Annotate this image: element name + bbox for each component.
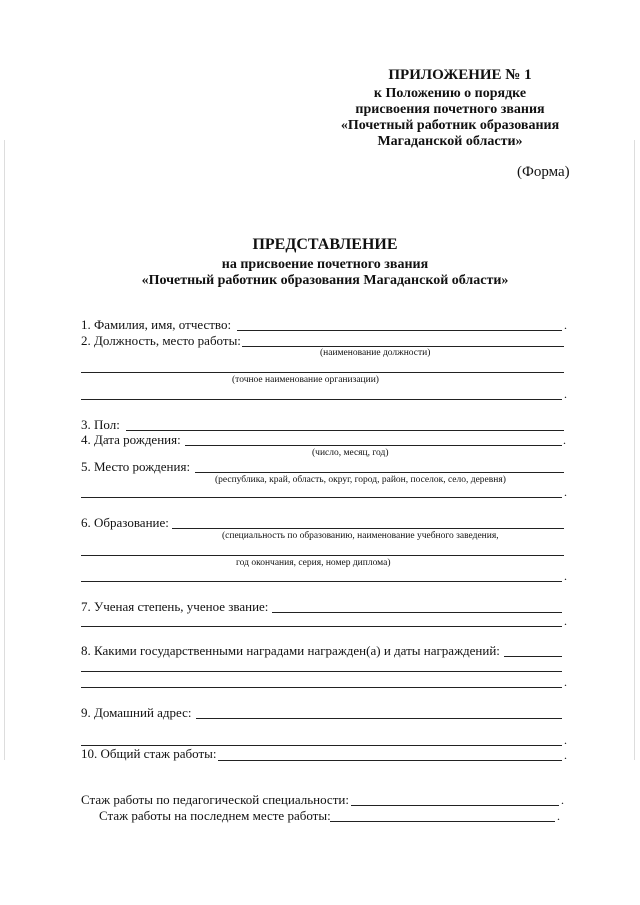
field-birth-place-line[interactable]: [195, 472, 564, 473]
scan-edge-left: [4, 140, 5, 760]
field-birth-date-label: 4. Дата рождения:: [81, 432, 181, 447]
field-last-workplace-experience-dot: .: [557, 809, 560, 823]
appendix-line-4: Магаданской области»: [377, 134, 523, 149]
appendix-title: ПРИЛОЖЕНИЕ № 1: [388, 67, 532, 83]
appendix-line-1: к Положению о порядке: [373, 86, 527, 101]
field-awards-dot: .: [564, 675, 567, 689]
field-last-workplace-experience-label: Стаж работы на последнем месте работы:: [99, 808, 331, 823]
field-education-label: 6. Образование:: [81, 515, 169, 530]
field-awards-line-2[interactable]: [81, 671, 562, 672]
field-degree-line-2[interactable]: [81, 626, 562, 627]
form-label: (Форма): [517, 164, 570, 180]
scan-edge-right: [634, 140, 635, 760]
field-home-address-label: 9. Домашний адрес:: [81, 705, 192, 720]
field-organization-line-1[interactable]: [81, 372, 564, 373]
field-organization-line-2[interactable]: [81, 399, 562, 400]
field-education-line[interactable]: [172, 528, 564, 529]
field-education-hint-2: год окончания, серия, номер диплома): [236, 558, 391, 568]
field-total-experience-line[interactable]: [218, 760, 562, 761]
field-awards-line[interactable]: [504, 656, 562, 657]
appendix-line-3: «Почетный работник образования: [340, 118, 560, 133]
field-last-workplace-experience-line[interactable]: [330, 821, 555, 822]
field-full-name-dot: .: [564, 318, 567, 332]
field-organization-hint: (точное наименование организации): [232, 375, 379, 385]
field-birth-place-dot: .: [564, 485, 567, 499]
field-education-hint-1: (специальность по образованию, наименование учебного заведения,: [222, 531, 499, 541]
field-birth-date-line[interactable]: [185, 445, 562, 446]
field-teaching-experience-dot: .: [561, 793, 564, 807]
field-awards-line-3[interactable]: [81, 687, 562, 688]
heading-line-2: «Почетный работник образования Магаданской области»: [141, 273, 509, 288]
field-birth-place-line-2[interactable]: [81, 497, 562, 498]
field-education-dot: .: [564, 569, 567, 583]
field-home-address-dot: .: [564, 733, 567, 747]
field-birth-place-hint: (республика, край, область, округ, город, район, поселок, село, деревня): [215, 475, 506, 485]
field-awards-label: 8. Какими государственными наградами награжден(а) и даты награждений:: [81, 643, 500, 658]
field-degree-line[interactable]: [272, 612, 562, 613]
field-total-experience-dot: .: [564, 748, 567, 762]
field-teaching-experience-line[interactable]: [351, 805, 559, 806]
field-education-line-3[interactable]: [81, 581, 562, 582]
field-position-hint: (наименование должности): [320, 348, 431, 358]
field-position-label: 2. Должность, место работы:: [81, 333, 241, 348]
heading-line-1: на присвоение почетного звания: [221, 257, 429, 272]
field-education-line-2[interactable]: [81, 555, 564, 556]
field-degree-label: 7. Ученая степень, ученое звание:: [81, 599, 269, 614]
field-organization-dot: .: [564, 387, 567, 401]
document-title: ПРЕДСТАВЛЕНИЕ: [252, 236, 398, 253]
field-teaching-experience-label: Стаж работы по педагогической специальности:: [81, 792, 349, 807]
field-gender-line[interactable]: [126, 430, 564, 431]
field-position-line[interactable]: [242, 346, 564, 347]
field-gender-label: 3. Пол:: [81, 417, 120, 432]
field-total-experience-label: 10. Общий стаж работы:: [81, 746, 217, 761]
field-birth-date-hint: (число, месяц, год): [312, 448, 389, 458]
field-birth-place-label: 5. Место рождения:: [81, 459, 191, 474]
field-birth-date-dot: .: [563, 433, 566, 447]
appendix-line-2: присвоения почетного звания: [355, 102, 545, 117]
field-full-name-line[interactable]: [237, 330, 562, 331]
field-degree-dot: .: [564, 614, 567, 628]
field-home-address-line[interactable]: [196, 718, 562, 719]
field-full-name-label: 1. Фамилия, имя, отчество:: [81, 317, 232, 332]
